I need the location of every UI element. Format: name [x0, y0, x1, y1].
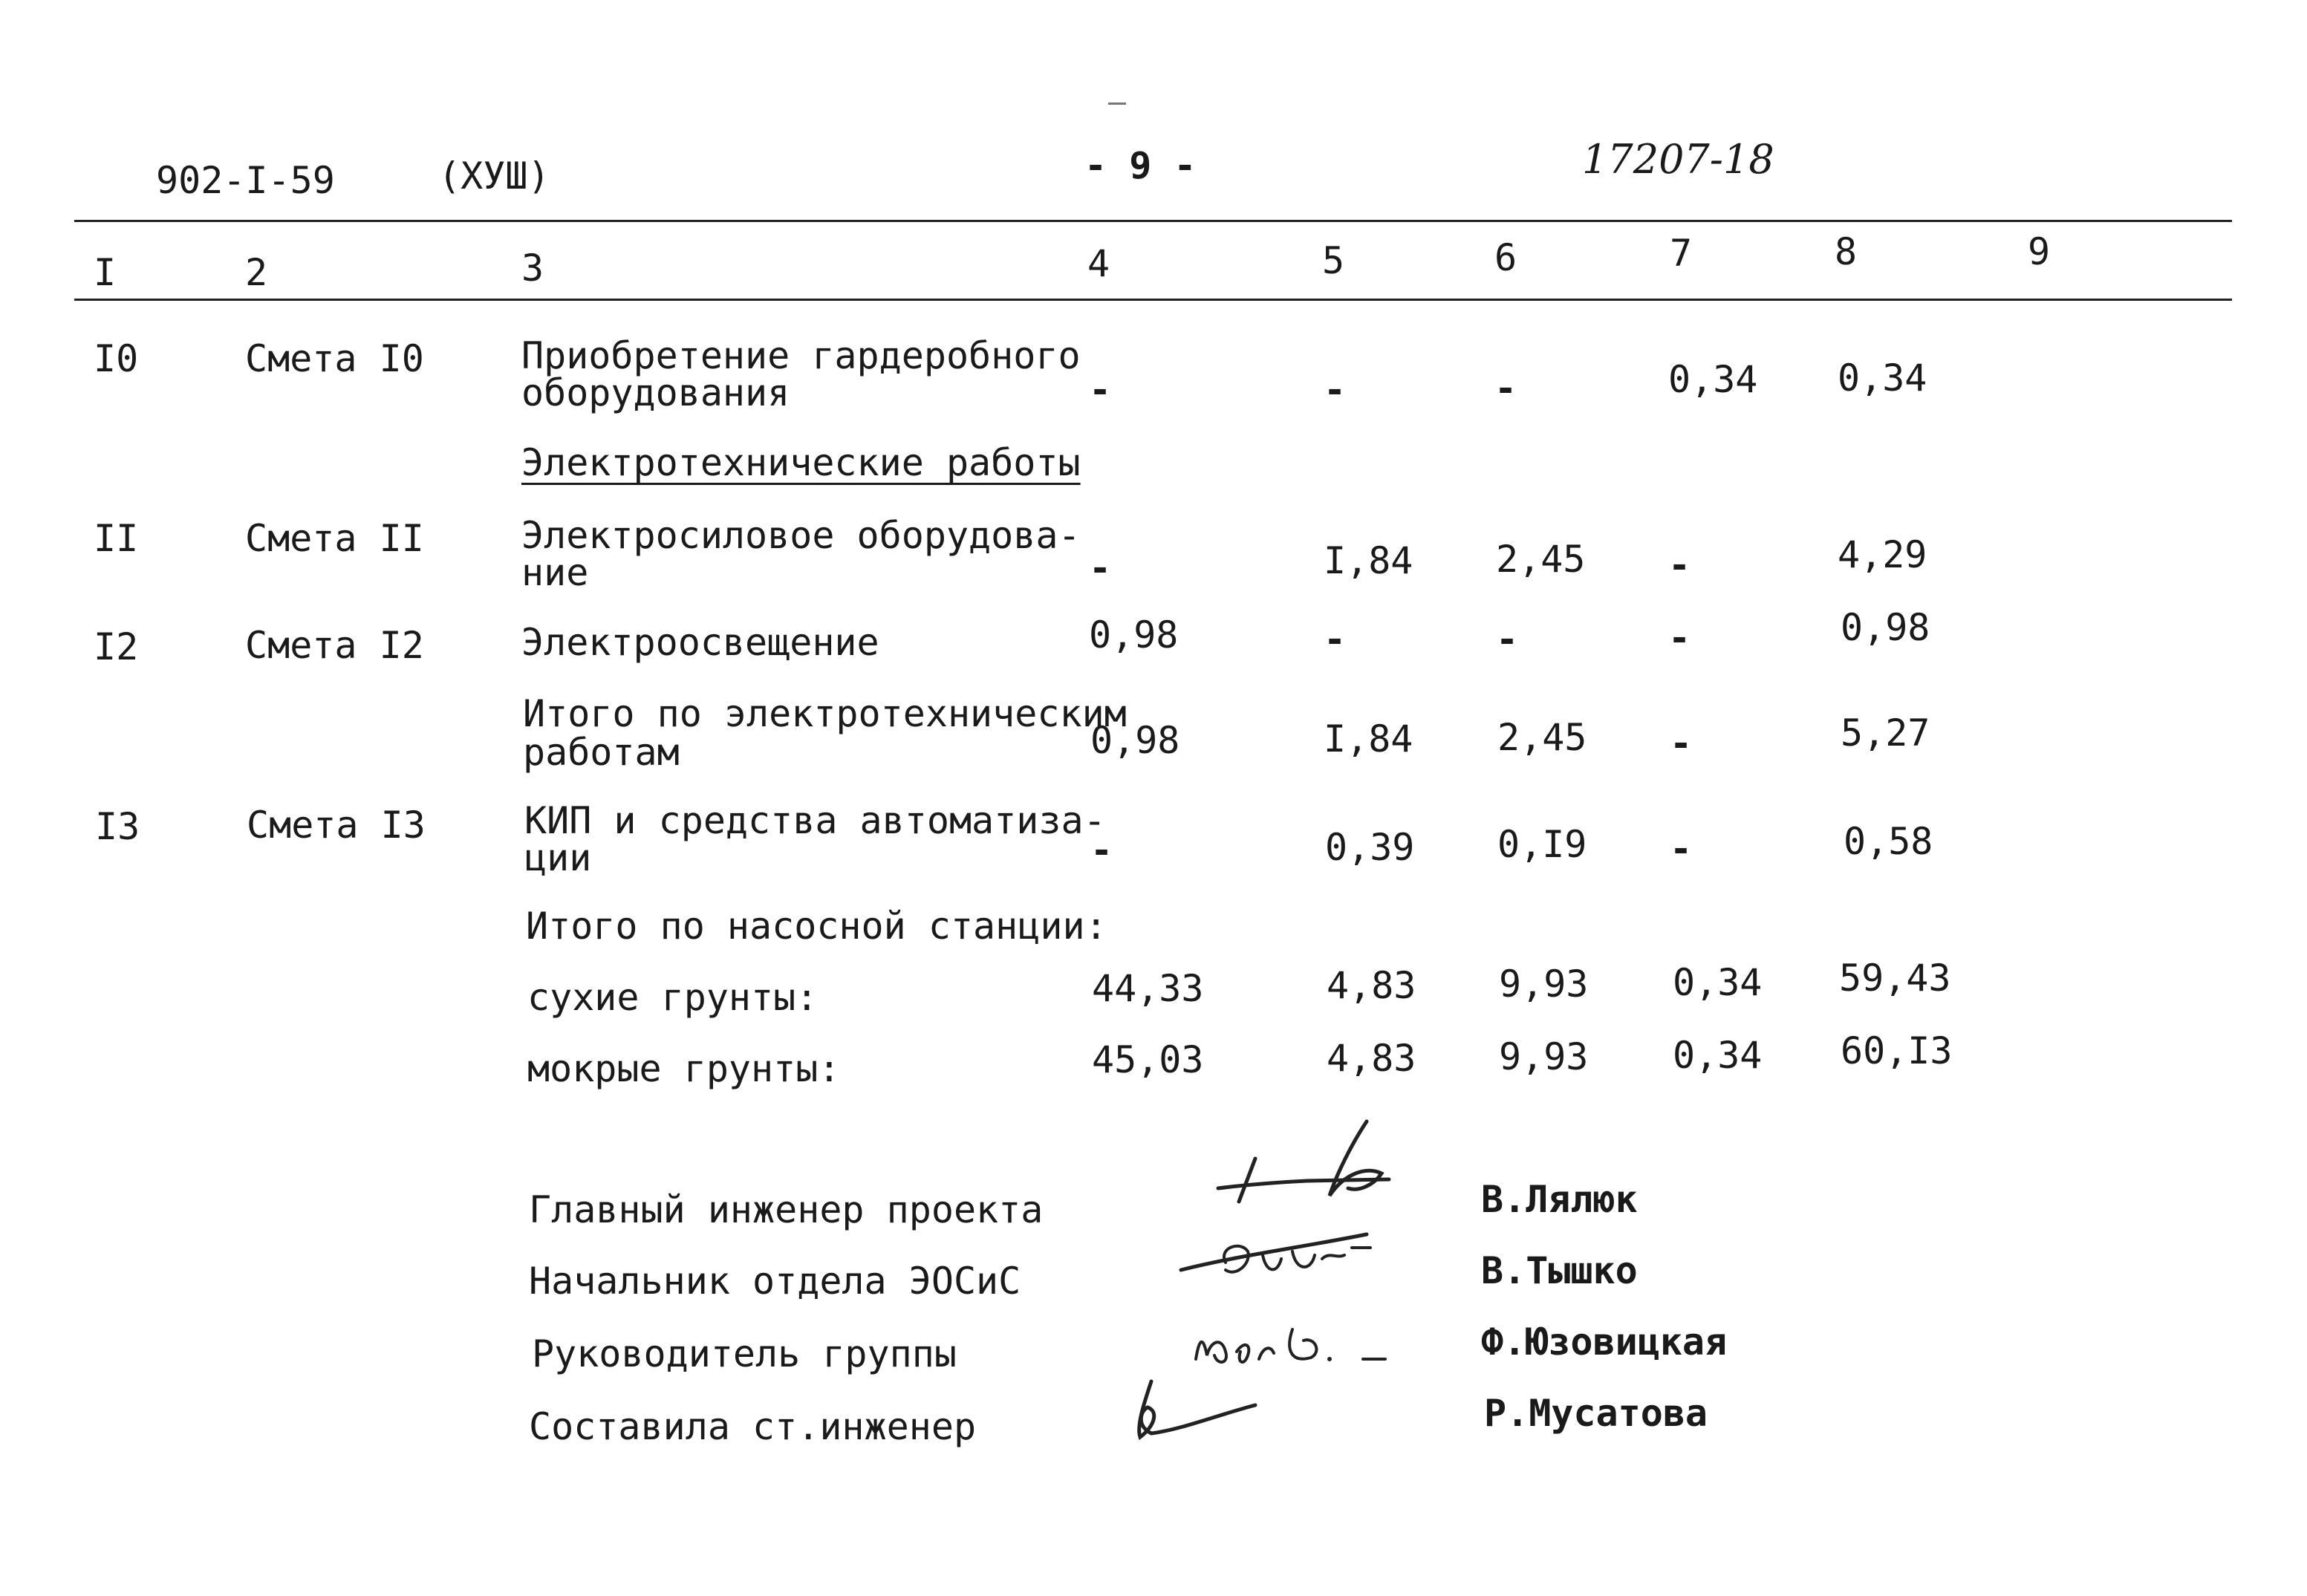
- cell-col4: 0,98: [1090, 719, 1180, 762]
- row-number: I0: [94, 337, 139, 380]
- column-header: 3: [521, 247, 544, 290]
- table-top-rule: [74, 220, 2232, 222]
- item-name: мокрые грунты:: [527, 1047, 841, 1090]
- estimate-ref: Смета I0: [245, 337, 424, 380]
- item-name-cont: оборудования: [521, 371, 790, 414]
- cell-col4: 44,33: [1092, 967, 1204, 1010]
- item-name-cont: работам: [523, 731, 680, 774]
- document-series: (XУШ): [438, 154, 550, 198]
- estimate-ref: Смета I2: [245, 624, 424, 667]
- item-name-cont: ние: [521, 551, 589, 594]
- column-header: 9: [2028, 230, 2051, 273]
- estimate-ref: Смета II: [245, 517, 424, 560]
- item-name: Итого по электротехническим: [523, 692, 1127, 735]
- item-name-cont: ции: [524, 836, 592, 879]
- cell-col5: 4,83: [1327, 964, 1416, 1007]
- cell-col7: -: [1670, 827, 1693, 870]
- column-header: 8: [1835, 230, 1858, 273]
- section-title: Электротехнические работы: [521, 441, 1081, 484]
- cell-col4: 45,03: [1092, 1038, 1204, 1081]
- signatory-name: В.Лялюк: [1481, 1178, 1638, 1221]
- cell-col6: 0,I9: [1497, 823, 1587, 866]
- cell-col6: 9,93: [1499, 1035, 1589, 1078]
- cell-col5: 0,39: [1325, 826, 1415, 869]
- header-mark: [1108, 102, 1126, 105]
- cell-col5: I,84: [1324, 539, 1413, 582]
- cell-col6: 2,45: [1497, 716, 1587, 759]
- cell-col5: 4,83: [1327, 1037, 1416, 1080]
- cell-col4: -: [1089, 368, 1112, 411]
- column-header: 2: [245, 251, 268, 294]
- item-name: Приобретение гардеробного: [521, 334, 1081, 377]
- column-header: I: [94, 251, 117, 294]
- column-header: 4: [1087, 242, 1110, 285]
- handwritten-signature: [1174, 1218, 1382, 1292]
- table-header-rule: [74, 299, 2232, 301]
- handwritten-signature: [1203, 1114, 1411, 1211]
- item-name: КИП и средства автоматиза-: [524, 799, 1106, 842]
- row-number: I2: [94, 625, 139, 668]
- signatory-name: В.Тышко: [1481, 1249, 1638, 1292]
- cell-col7: 0,34: [1668, 358, 1758, 401]
- column-header: 5: [1322, 239, 1345, 282]
- signatory-name: Ф.Юзовицкая: [1481, 1320, 1728, 1364]
- handwritten-signature: [1114, 1367, 1278, 1448]
- cell-col8: 0,34: [1838, 356, 1927, 400]
- cell-col6: -: [1496, 618, 1519, 661]
- cell-col5: -: [1324, 618, 1347, 661]
- cell-col7: -: [1668, 616, 1691, 659]
- cell-col4: -: [1089, 547, 1112, 590]
- cell-col7: -: [1670, 722, 1693, 765]
- signatory-name: Р.Мусатова: [1484, 1392, 1708, 1435]
- signatory-role: Руководитель группы: [532, 1332, 957, 1375]
- signatory-role: Составила ст.инженер: [529, 1405, 977, 1448]
- item-name: Электроосвещение: [521, 621, 879, 664]
- cell-col5: -: [1324, 368, 1347, 411]
- signatory-role: Главный инженер проекта: [529, 1188, 1044, 1231]
- cell-col8: 0,58: [1844, 820, 1933, 863]
- cell-col8: 4,29: [1838, 533, 1927, 576]
- cell-col4: -: [1090, 829, 1113, 872]
- cell-col8: 0,98: [1841, 606, 1930, 649]
- item-name: сухие грунты:: [527, 976, 819, 1019]
- cell-col8: 60,I3: [1841, 1029, 1953, 1072]
- cell-col4: 0,98: [1089, 613, 1179, 657]
- cell-col7: 0,34: [1673, 1034, 1763, 1077]
- document-number: 17207-18: [1582, 136, 1774, 183]
- cell-col7: -: [1668, 544, 1691, 587]
- cell-col6: 9,93: [1499, 963, 1589, 1006]
- signatory-role: Начальник отдела ЭОСиС: [529, 1260, 1021, 1303]
- column-header: 6: [1494, 236, 1517, 279]
- estimate-ref: Смета I3: [247, 804, 426, 847]
- item-name: Электросиловое оборудова-: [521, 514, 1081, 557]
- cell-col6: -: [1494, 367, 1517, 410]
- column-header: 7: [1670, 232, 1693, 275]
- cell-col8: 59,43: [1839, 957, 1951, 1000]
- total-heading: Итого по насосной станции:: [526, 905, 1107, 948]
- document-code: 902-I-59: [156, 159, 335, 202]
- row-number: II: [94, 517, 139, 560]
- cell-col6: 2,45: [1496, 538, 1586, 581]
- page-number: - 9 -: [1084, 144, 1197, 187]
- cell-col5: I,84: [1324, 717, 1413, 760]
- cell-col8: 5,27: [1841, 711, 1930, 755]
- row-number: I3: [95, 805, 140, 848]
- cell-col7: 0,34: [1673, 961, 1763, 1004]
